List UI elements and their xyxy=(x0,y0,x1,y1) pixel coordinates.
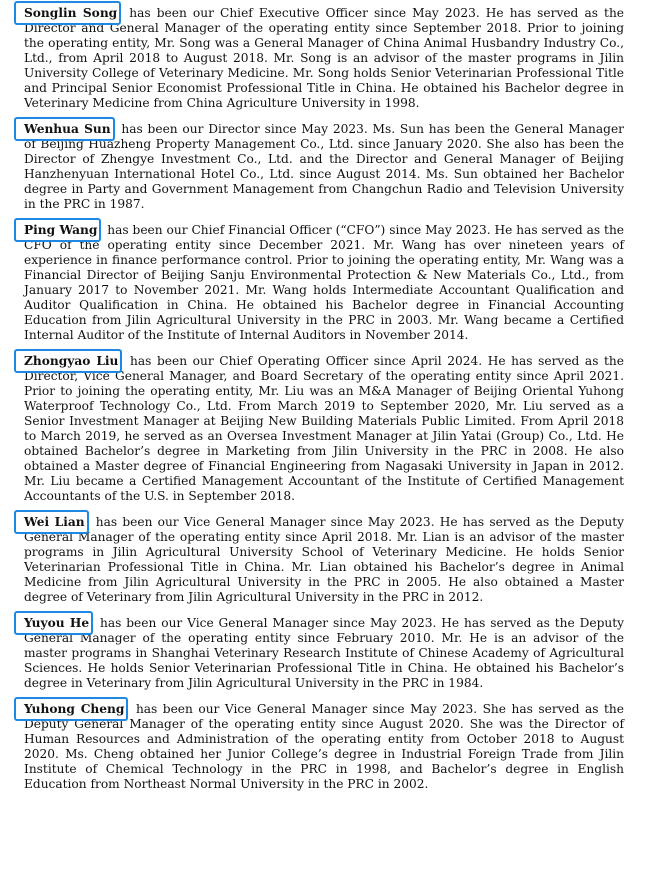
person-name: Ping Wang xyxy=(24,223,103,237)
bio-paragraph-wenhua-sun xyxy=(24,122,624,212)
bio-paragraph-wei-lian xyxy=(24,515,624,605)
bio-text: has been our Director since May 2023. Ms. Sun has been the General Manager of Beijing Huazheng Property Management Co., Ltd. since January 2020. She also has been the Director of Zhengye Investment Co., Ltd. and the Director and General Manager of Beijing Hanzhenyuan International Hotel Co., Ltd. since August 2014. Ms. Sun obtained her Bachelor degree in Party and Government Management from Changchun Radio and Television University in the PRC in 1987. xyxy=(24,122,624,211)
bio-paragraph-zhongyao-liu xyxy=(24,354,624,504)
bio-paragraph-songlin-song xyxy=(24,6,624,111)
person-name: Yuhong Cheng xyxy=(24,702,130,716)
bio-text: has been our Chief Executive Officer since May 2023. He has served as the Director and General Manager of the operating entity since September 2018. Prior to joining the operating entity, Mr. Song was a General Manager of China Animal Husbandry Industry Co., Ltd., from April 2018 to August 2018. Mr. Song is an advisor of the master programs in Jilin University College of Veterinary Medicine. Mr. Song holds Senior Veterinarian Professional Title and Principal Senior Economist Professional Title in China. He obtained his Bachelor degree in Veterinary Medicine from China Agriculture University in 1998. xyxy=(24,6,625,110)
document-body xyxy=(24,6,624,803)
bio-text: has been our Chief Financial Officer (“CFO”) since May 2023. He has served as the CFO of the operating entity since December 2021. Mr. Wang has over nineteen years of experience in finance performance control. Prior to joining the operating entity, Mr. Wang was a Financial Director of Beijing Sanju Environmental Protection & New Materials Co., Ltd., from January 2017 to November 2021. Mr. Wang holds Intermediate Accountant Qualification and Auditor Qualification in China. He obtained his Bachelor degree in Financial Accounting Education from Jilin Agricultural University in the PRC in 2003. Mr. Wang became a Certified Internal Auditor of the Institute of Internal Auditors in November 2014. xyxy=(24,223,624,342)
person-name: Songlin Song xyxy=(24,6,123,20)
bio-paragraph-yuyou-he xyxy=(24,616,624,691)
bio-text: has been our Vice General Manager since May 2023. He has served as the Deputy General Manager of the operating entity since April 2018. Mr. Lian is an advisor of the master programs in Jilin Agricultural University School of Veterinary Medicine. He holds Senior Veterinarian Professional Title in China. Mr. Lian obtained his Bachelor’s degree in Animal Medicine from Jilin Agricultural University in the PRC in 2005. He also obtained a Master degree of Veterinary from Jilin Agricultural University in the PRC in 2012. xyxy=(24,515,625,604)
bio-text: has been our Chief Operating Officer since April 2024. He has served as the Director, Vice General Manager, and Board Secretary of the operating entity since April 2021. Prior to joining the operating entity, Mr. Liu was an M&A Manager of Beijing Oriental Yuhong Waterproof Technology Co., Ltd. From March 2019 to September 2020, Mr. Liu served as a Senior Investment Manager at Beijing New Building Materials Public Limited. From April 2018 to March 2019, he served as an Oversea Investment Manager at Jilin Yatai (Group) Co., Ltd. He obtained Bachelor’s degree in Marketing from Jilin University in the PRC in 2008. He also obtained a Master degree of Financial Engineering from Nagasaki University in Japan in 2012. Mr. Liu became a Certified Management Accountant of the Institute of Certified Management Accountants of the U.S. in September 2018. xyxy=(24,354,624,503)
person-name: Wei Lian xyxy=(24,515,91,529)
bio-text: has been our Vice General Manager since May 2023. She has served as the Deputy General Manager of the operating entity since August 2020. She was the Director of Human Resources and Administration of the operating entity from October 2018 to August 2020. Ms. Cheng obtained her Junior College’s degree in Industrial Foreign Trade from Jilin Institute of Chemical Technology in the PRC in 1998, and Bachelor’s degree in English Education from Northeast Normal University in the PRC in 2002. xyxy=(24,702,624,791)
person-name: Wenhua Sun xyxy=(24,122,117,136)
bio-paragraph-yuhong-cheng xyxy=(24,702,624,792)
bio-text: has been our Vice General Manager since May 2023. He has served as the Deputy General Manager of the operating entity since February 2010. Mr. He is an advisor of the master programs in Shanghai Veterinary Research Institute of Chinese Academy of Agricultural Sciences. He holds Senior Veterinarian Professional Title in China. He obtained his Bachelor’s degree in Veterinary from Jilin Agricultural University in the PRC in 1984. xyxy=(24,616,624,690)
person-name: Yuyou He xyxy=(24,616,95,630)
bio-paragraph-ping-wang xyxy=(24,223,624,343)
person-name: Zhongyao Liu xyxy=(24,354,124,368)
